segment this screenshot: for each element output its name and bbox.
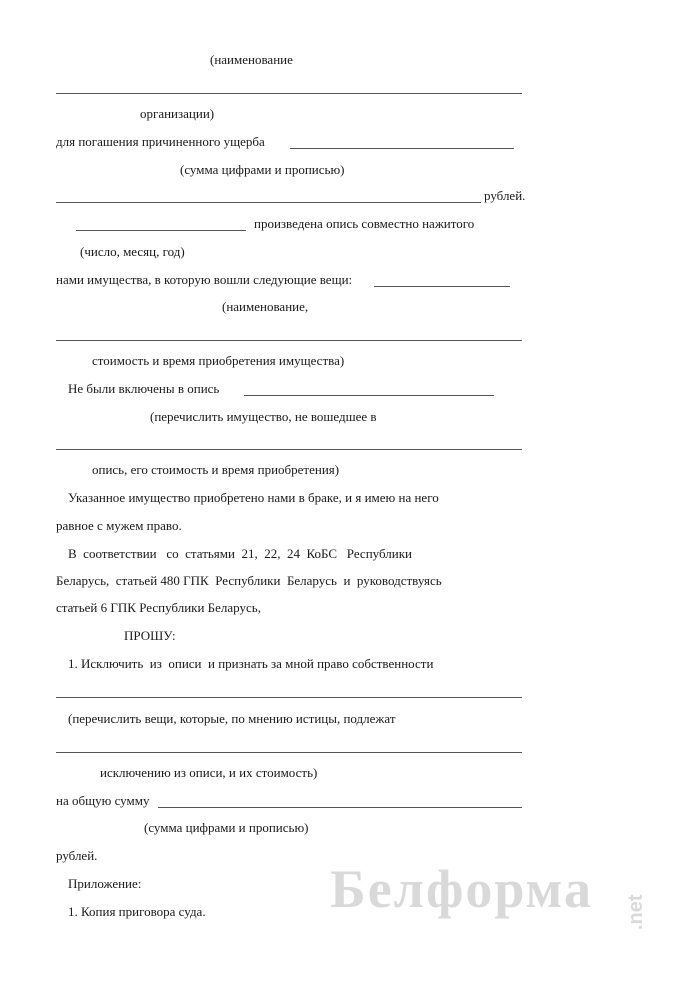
text-property: нами имущества, в которую вошли следующие вещи: [56, 272, 353, 287]
item-1-exclude: 1. Исключить из описи и признать за мной право собственности [68, 656, 434, 671]
text-damage: для погашения причиненного ущерба [56, 134, 265, 149]
text-total-sum: на общую сумму [56, 793, 150, 808]
caption-exclusion: исключению из описи, и их стоимость) [100, 765, 318, 780]
watermark-logo: Белформа [330, 859, 593, 919]
paragraph-law-cont: Беларусь, статьей 480 ГПК Республики Беларусь и руководствуясь [56, 573, 442, 588]
text-rubles-2: рублей. [56, 848, 98, 863]
paragraph-marriage-cont: равное с мужем право. [56, 518, 182, 533]
watermark-tld: .net [625, 894, 647, 930]
blank-line [374, 286, 510, 287]
paragraph-marriage: Указанное имущество приобретено нами в браке, и я имею на него [68, 490, 439, 505]
caption-cost: стоимость и время приобретения имущества) [92, 353, 345, 368]
paragraph-law-end: статьей 6 ГПК Республики Беларусь, [56, 600, 261, 615]
blank-line [56, 449, 522, 450]
caption-list-property: (перечислить имущество, не вошедшее в [150, 409, 377, 424]
text-not-included: Не были включены в опись [68, 381, 220, 396]
text-rubles: рублей. [484, 188, 526, 203]
caption-list-items: (перечислить вещи, которые, по мнению истицы, подлежат [68, 711, 396, 726]
blank-line [56, 697, 522, 698]
blank-line [56, 752, 522, 753]
blank-line [56, 202, 481, 203]
text-inventory: произведена опись совместно нажитого [254, 216, 475, 231]
blank-line [56, 340, 522, 341]
blank-line [158, 807, 522, 808]
caption-naimenovanie: (наименование [210, 52, 293, 67]
caption-inventory-cost: опись, его стоимость и время приобретения) [92, 462, 340, 477]
caption-date: (число, месяц, год) [80, 244, 185, 259]
heading-proshu: ПРОШУ: [124, 628, 176, 643]
blank-line [290, 148, 514, 149]
caption-summa: (сумма цифрами и прописью) [180, 162, 345, 177]
appendix-item-1: 1. Копия приговора суда. [68, 904, 206, 919]
blank-line [244, 395, 494, 396]
caption-summa-2: (сумма цифрами и прописью) [144, 820, 309, 835]
paragraph-law: В соответствии со статьями 21, 22, 24 КоБС Республики [68, 546, 412, 561]
caption-organizatsii: организации) [140, 106, 215, 121]
blank-line [56, 93, 522, 94]
caption-naimenovanie-2: (наименование, [222, 299, 309, 314]
heading-appendix: Приложение: [68, 876, 142, 891]
blank-line [76, 230, 246, 231]
